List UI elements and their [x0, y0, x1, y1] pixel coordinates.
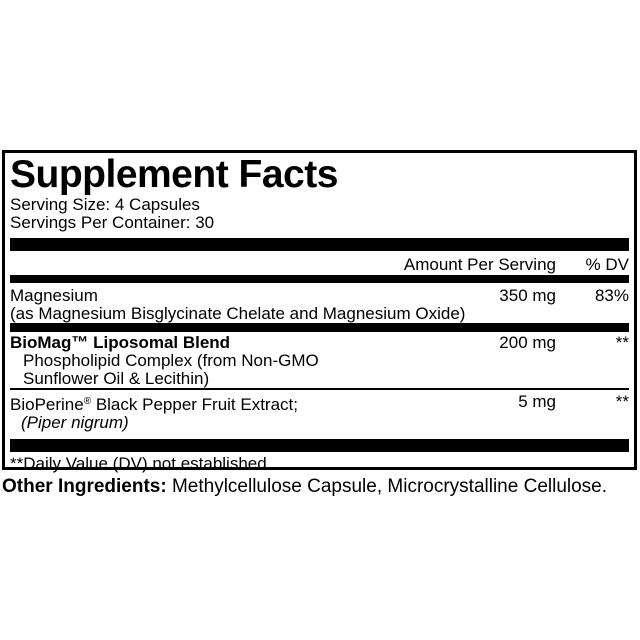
nutrient-name-cell — [10, 393, 518, 432]
nutrient-name: Magnesium — [10, 286, 98, 305]
nutrient-row-biomag-blend — [10, 332, 629, 388]
blend-component-line: Phospholipid Complex (from Non-GMO — [23, 351, 319, 370]
other-ingredients-label: Other Ingredients: — [2, 476, 167, 497]
panel-title: Supplement Facts — [10, 153, 338, 196]
nutrient-dv: ** — [615, 333, 629, 352]
nutrient-name-cell — [10, 334, 499, 388]
separator-bar-thick — [10, 439, 629, 452]
nutrient-amount: 350 mg — [499, 286, 556, 305]
registered-symbol: ® — [83, 396, 92, 407]
latin-name-line: (Piper nigrum) — [21, 413, 129, 432]
separator-bar-medium — [10, 323, 629, 332]
trademark-symbol: ™ — [71, 333, 89, 352]
separator-bar-medium — [10, 275, 629, 283]
percent-dv-header: % DV — [585, 255, 629, 274]
nutrient-name — [10, 393, 518, 414]
column-header-row — [10, 251, 629, 274]
nutrient-dv: 83% — [594, 286, 629, 305]
nutrient-row-bioperine — [10, 390, 629, 436]
brand-name: BioPerine — [10, 395, 84, 414]
nutrient-source-detail: (as Magnesium Bisglycinate Chelate and Magnesium Oxide) — [10, 304, 466, 323]
nutrient-name-cell — [10, 287, 499, 323]
daily-value-footnote: **Daily Value (DV) not established — [10, 454, 267, 473]
nutrient-name-rest: Black Pepper Fruit Extract; — [91, 395, 298, 414]
other-ingredients-text: Methylcellulose Capsule, Microcrystalline Cellulose. — [166, 476, 608, 497]
brand-name: BioMag — [10, 333, 72, 352]
serving-size-line: Serving Size: 4 Capsules — [10, 195, 200, 214]
nutrient-name — [10, 334, 499, 352]
nutrient-row-magnesium — [10, 283, 629, 323]
nutrient-dv: ** — [615, 392, 629, 411]
nutrient-name-rest: Liposomal Blend — [88, 333, 231, 352]
amount-per-serving-header: Amount Per Serving — [403, 255, 556, 274]
separator-bar-thick — [10, 238, 629, 251]
servings-per-container-line: Servings Per Container: 30 — [10, 213, 215, 232]
other-ingredients-line — [2, 476, 634, 498]
nutrient-amount: 5 mg — [518, 392, 556, 411]
supplement-facts-panel — [2, 150, 637, 473]
nutrient-amount: 200 mg — [499, 333, 556, 352]
blend-component-line: Sunflower Oil & Lecithin) — [23, 369, 210, 388]
